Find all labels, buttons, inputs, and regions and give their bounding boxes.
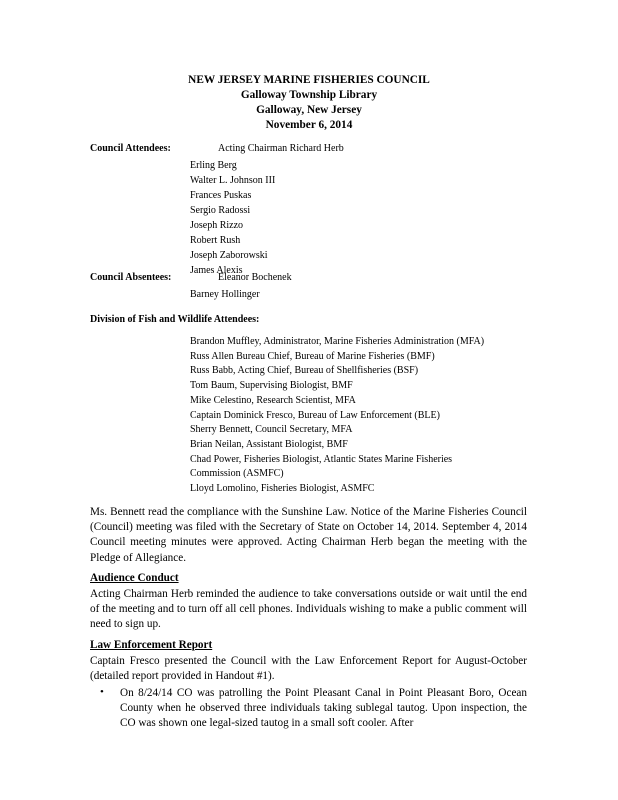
council-attendee: Erling Berg: [190, 160, 237, 171]
division-attendee: Captain Dominick Fresco, Bureau of Law Enforcement (BLE): [190, 409, 440, 421]
council-attendee: Joseph Zaborowski: [190, 250, 268, 261]
council-attendee: Joseph Rizzo: [190, 220, 244, 231]
division-attendee: Brandon Muffley, Administrator, Marine Fisheries Administration (MFA): [190, 336, 485, 347]
intro-paragraph: Ms. Bennett read the compliance with the Sunshine Law. Notice of the Marine Fisheries Council (Council) meeting was filed with the Secretary of State on October 14, 2014. September 4, 2014 Council meeting minutes were approved. Acting Chairman Herb began the meeting with the Pledge of Allegiance.: [90, 506, 527, 564]
division-attendee: Chad Power, Fisheries Biologist, Atlantic States Marine Fisheries: [190, 453, 453, 465]
council-attendee: Acting Chairman Richard Herb: [218, 143, 344, 154]
council-attendee: James Alexis: [190, 265, 243, 276]
council-absentees-label: Council Absentees:: [90, 272, 172, 283]
division-attendees-label: Division of Fish and Wildlife Attendees:: [90, 314, 260, 325]
audience-conduct-text: Acting Chairman Herb reminded the audience to take conversations outside or wait until the end of the meeting and to turn off all cell phones. Individuals wishing to make a public comment will need to sign up.: [90, 588, 527, 631]
council-attendees-list: [190, 158, 275, 278]
council-attendee: Walter L. Johnson III: [190, 175, 276, 186]
division-attendee: Brian Neilan, Assistant Biologist, BMF: [190, 438, 348, 450]
header-city: Galloway, New Jersey: [256, 104, 362, 116]
division-attendee: Mike Celestino, Research Scientist, MFA: [190, 394, 356, 406]
council-absentee: Eleanor Bochenek: [218, 272, 292, 283]
division-attendee: Commission (ASMFC): [190, 468, 284, 480]
division-attendee: Russ Babb, Acting Chief, Bureau of Shellfisheries (BSF): [190, 365, 419, 377]
document-header: [0, 73, 618, 133]
law-enforcement-bullet: On 8/24/14 CO was patrolling the Point Pleasant Canal in Point Pleasant Boro, Ocean County when he observed three individuals taking sublegal tautog. Upon inspection, the CO was shown one legal-sized tautog in a small soft cooler. After: [120, 687, 527, 730]
division-attendees-list: [190, 335, 530, 497]
council-attendee: Sergio Radossi: [190, 205, 251, 216]
division-attendee: Sherry Bennett, Council Secretary, MFA: [190, 424, 353, 436]
council-attendee: Frances Puskas: [190, 190, 252, 201]
law-enforcement-heading: Law Enforcement Report: [90, 639, 213, 651]
header-date: November 6, 2014: [265, 119, 353, 131]
council-absentee: Barney Hollinger: [190, 289, 260, 300]
header-org: NEW JERSEY MARINE FISHERIES COUNCIL: [188, 74, 430, 86]
bullet-icon: •: [100, 686, 104, 698]
header-location: Galloway Township Library: [240, 89, 378, 101]
division-attendee: Russ Allen Bureau Chief, Bureau of Marine Fisheries (BMF): [190, 350, 435, 362]
audience-conduct-heading: Audience Conduct: [90, 572, 179, 584]
council-attendee: Robert Rush: [190, 235, 241, 246]
law-enforcement-text: Captain Fresco presented the Council with the Law Enforcement Report for August-October (detailed report provided in Handout #1).: [90, 655, 527, 683]
council-attendees-label: Council Attendees:: [90, 143, 171, 154]
division-attendee: Tom Baum, Supervising Biologist, BMF: [190, 380, 353, 392]
division-attendee: Lloyd Lomolino, Fisheries Biologist, ASMFC: [190, 483, 375, 495]
